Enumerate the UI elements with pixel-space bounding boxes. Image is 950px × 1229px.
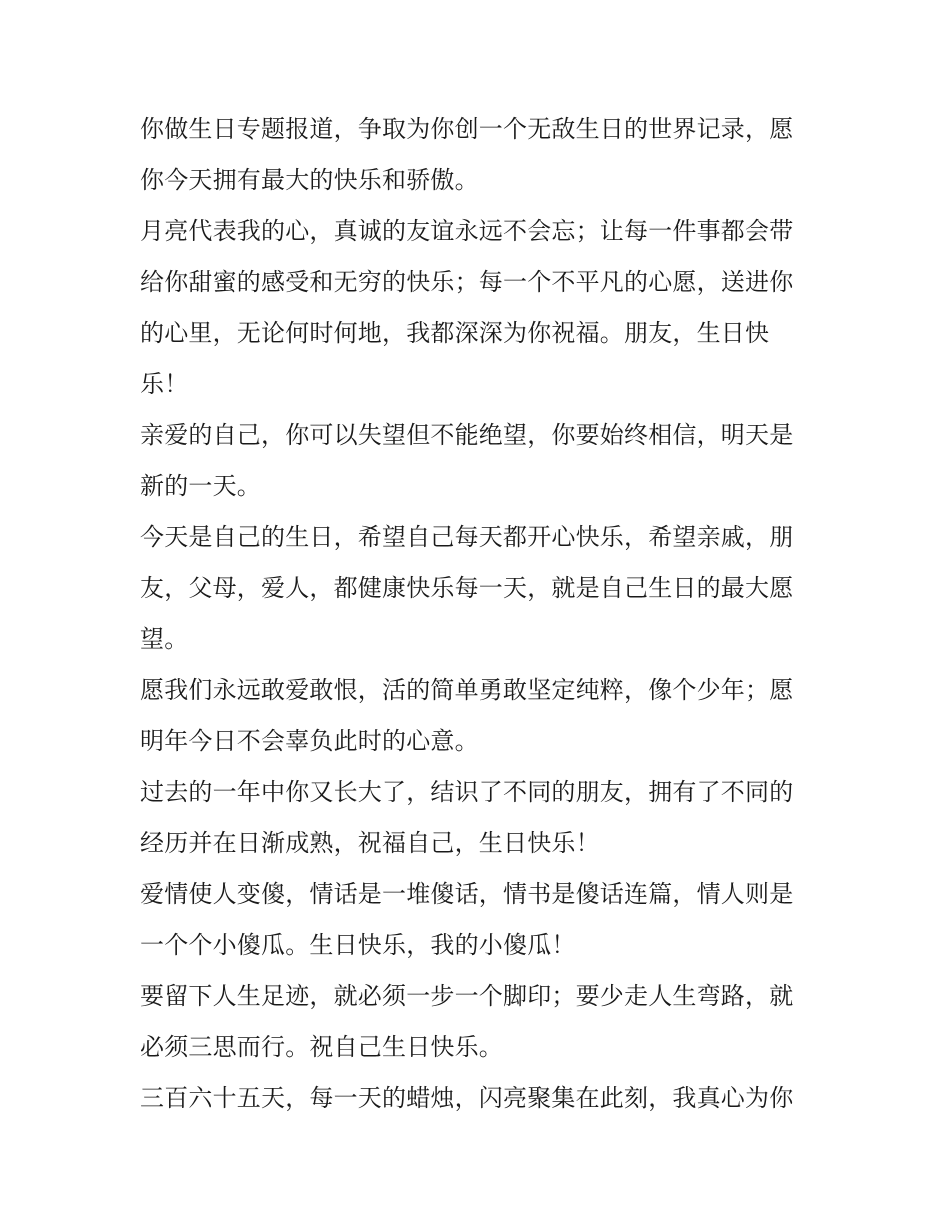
text-line: 愿我们永远敢爱敢恨，活的简单勇敢坚定纯粹，像个少年；愿 <box>140 676 794 704</box>
text-line: 新的一天。 <box>140 472 261 500</box>
text-line: 一个个小傻瓜。生日快乐，我的小傻瓜！ <box>140 931 576 959</box>
text-line: 亲爱的自己，你可以失望但不能绝望，你要始终相信，明天是 <box>140 421 794 449</box>
text-line: 你做生日专题报道，争取为你创一个无敌生日的世界记录，愿 <box>140 115 794 143</box>
text-line: 经历并在日渐成熟，祝福自己，生日快乐！ <box>140 829 600 857</box>
text-line: 必须三思而行。祝自己生日快乐。 <box>140 1033 503 1061</box>
text-line: 望。 <box>140 625 189 653</box>
text-line: 月亮代表我的心，真诚的友谊永远不会忘；让每一件事都会带 <box>140 217 794 245</box>
text-line: 友，父母，爱人，都健康快乐每一天，就是自己生日的最大愿 <box>140 574 794 602</box>
text-line: 给你甜蜜的感受和无穷的快乐；每一个不平凡的心愿，送进你 <box>140 268 794 296</box>
text-line: 爱情使人变傻，情话是一堆傻话，情书是傻话连篇，情人则是 <box>140 880 794 908</box>
text-line: 乐！ <box>140 370 189 398</box>
text-line: 你今天拥有最大的快乐和骄傲。 <box>140 166 479 194</box>
text-line: 明年今日不会辜负此时的心意。 <box>140 727 479 755</box>
document-body <box>140 104 820 1124</box>
text-line: 过去的一年中你又长大了，结识了不同的朋友，拥有了不同的 <box>140 778 794 806</box>
text-line: 要留下人生足迹，就必须一步一个脚印；要少走人生弯路，就 <box>140 982 794 1010</box>
text-line: 的心里，无论何时何地，我都深深为你祝福。朋友，生日快 <box>140 319 770 347</box>
text-line: 今天是自己的生日，希望自己每天都开心快乐，希望亲戚，朋 <box>140 523 794 551</box>
text-line: 三百六十五天，每一天的蜡烛，闪亮聚集在此刻，我真心为你 <box>140 1084 794 1112</box>
